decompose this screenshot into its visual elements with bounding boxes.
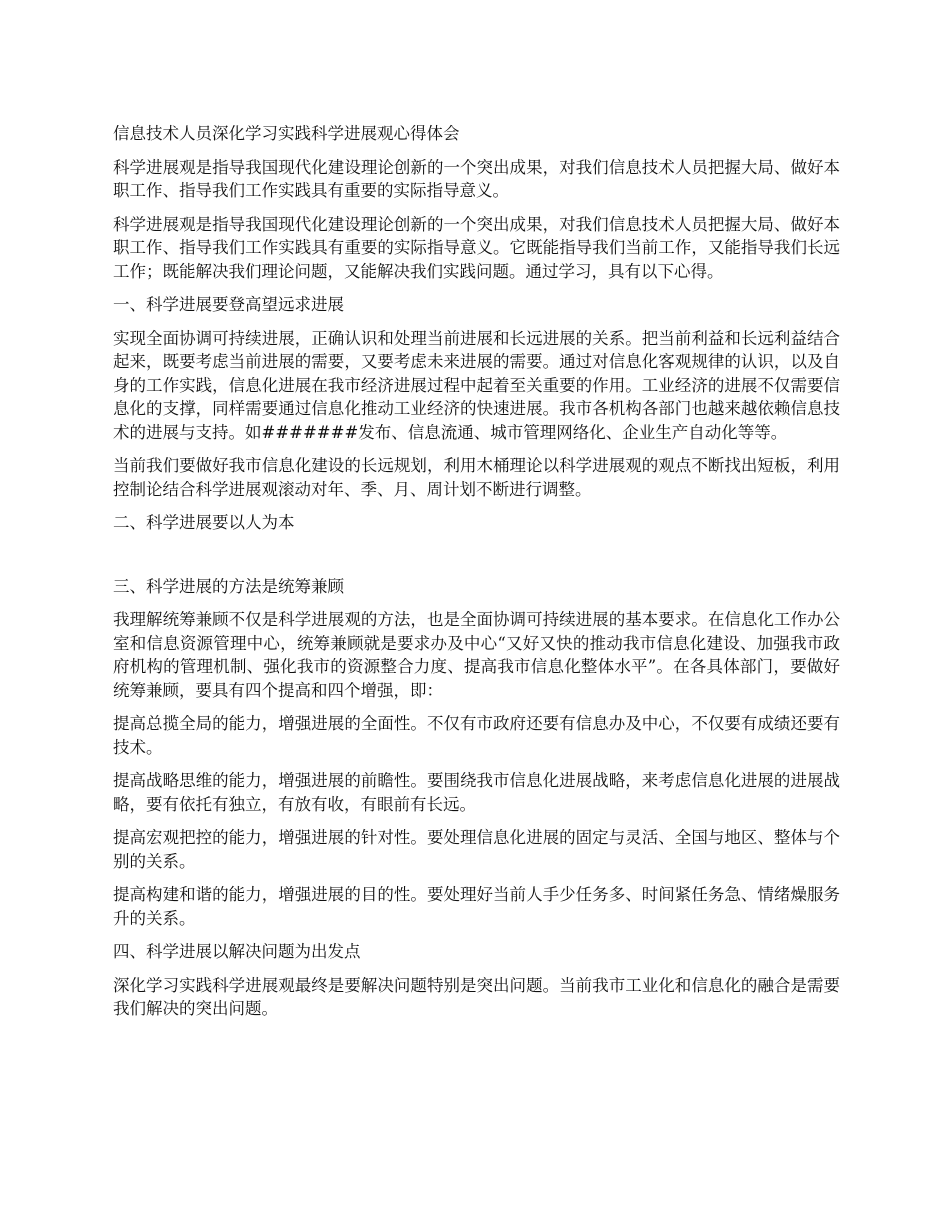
- section-heading-2: 二、科学进展要以人为本: [113, 513, 295, 532]
- paragraph-section-3-b: 提高总揽全局的能力，增强进展的全面性。不仅有市政府还要有信息办及中心，不仅要有成绩还要有技术。: [113, 714, 840, 757]
- paragraph-intro-summary: 科学进展观是指导我国现代化建设理论创新的一个突出成果，对我们信息技术人员把握大局、做好本职工作、指导我们工作实践具有重要的实际指导意义。: [113, 157, 840, 200]
- paragraph-section-3-c: 提高战略思维的能力，增强进展的前瞻性。要围绕我市信息化进展战略，来考虑信息化进展的进展战略，要有依托有独立，有放有收，有眼前有长远。: [113, 771, 840, 814]
- document-body: [113, 122, 840, 1031]
- section-heading-3: 三、科学进展的方法是统筹兼顾: [113, 576, 344, 596]
- document-title: 信息技术人员深化学习实践科学进展观心得体会: [113, 124, 460, 143]
- paragraph-section-4-a: 深化学习实践科学进展观最终是要解决问题特别是突出问题。当前我市工业化和信息化的融合是需要我们解决的突出问题。: [113, 975, 840, 1018]
- paragraph-section-3-e: 提高构建和谐的能力，增强进展的目的性。要处理好当前人手少任务多、时间紧任务急、情绪燥服务升的关系。: [113, 885, 840, 928]
- section-heading-4: 四、科学进展以解决问题为出发点: [113, 942, 361, 961]
- paragraph-intro-full: 科学进展观是指导我国现代化建设理论创新的一个突出成果，对我们信息技术人员把握大局、做好本职工作、指导我们工作实践具有重要的实际指导意义。它既能指导我们当前工作，又能指导我们长远工作；既能解决我们理论问题，又能解决我们实践问题。通过学习，具有以下心得。: [113, 214, 840, 281]
- paragraph-section-3-d: 提高宏观把控的能力，增强进展的针对性。要处理信息化进展的固定与灵活、全国与地区、整体与个别的关系。: [113, 828, 840, 871]
- paragraph-section-3-a: 我理解统筹兼顾不仅是科学进展观的方法，也是全面协调可持续进展的基本要求。在信息化工作办公室和信息资源管理中心，统筹兼顾就是要求办及中心“又好又快的推动我市信息化建设、加强我市政府机构的管理机制、强化我市的资源整合力度、提高我市信息化整体水平”。在各具体部门，要做好统筹兼顾，要具有四个提高和四个增强，即：: [113, 610, 840, 700]
- paragraph-section-1-b: 当前我们要做好我市信息化建设的长远规划，利用木桶理论以科学进展观的观点不断找出短板，利用控制论结合科学进展观滚动对年、季、月、周计划不断进行调整。: [113, 456, 840, 499]
- paragraph-section-1-a: 实现全面协调可持续进展，正确认识和处理当前进展和长远进展的关系。把当前利益和长远利益结合起来，既要考虑当前进展的需要，又要考虑未来进展的需要。通过对信息化客观规律的认识，以及自身的工作实践，信息化进展在我市经济进展过程中起着至关重要的作用。工业经济的进展不仅需要信息化的支撑，同样需要通过信息化推动工业经济的快速进展。我市各机构各部门也越来越依赖信息技术的进展与支持。如#######发布、信息流通、城市管理网络化、企业生产自动化等等。: [113, 328, 840, 442]
- section-heading-1: 一、科学进展要登高望远求进展: [113, 295, 344, 314]
